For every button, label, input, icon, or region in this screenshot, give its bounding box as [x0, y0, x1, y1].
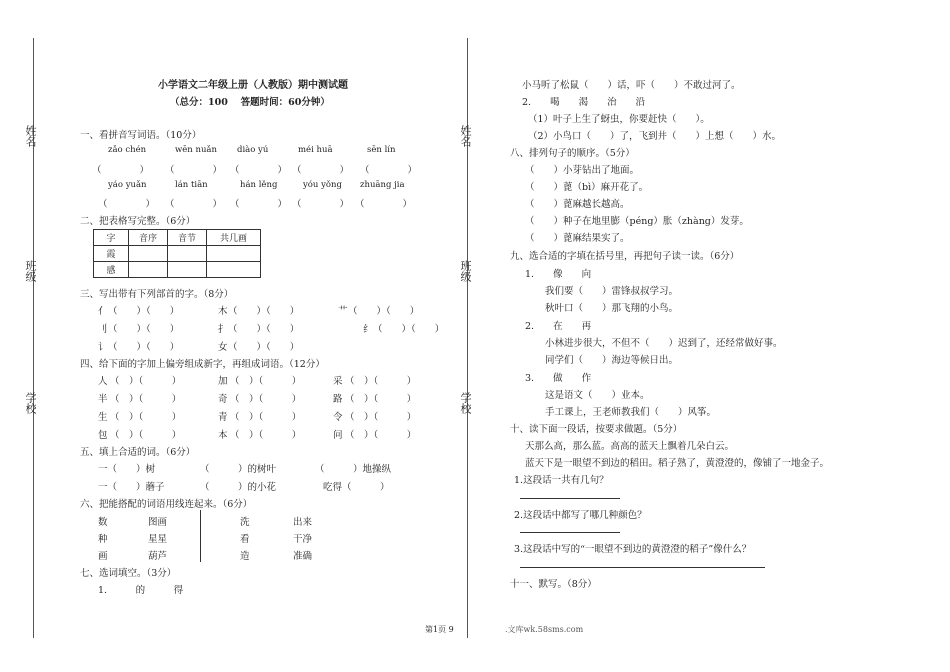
pinyin: hán lěng: [240, 180, 278, 190]
match-word[interactable]: 星星: [148, 534, 168, 545]
q2-heading: 二、把表格写完整。（6分）: [80, 216, 196, 227]
q8-heading: 八、排列句子的顺序。（5分）: [510, 148, 635, 159]
answer-blank[interactable]: （ ）: [230, 165, 288, 176]
answer-blank[interactable]: （ ）（ ）: [110, 430, 182, 441]
match-word[interactable]: 看: [240, 534, 250, 545]
pinyin: yóu yǒng: [303, 180, 342, 190]
answer-blank[interactable]: （ ）（ ）: [228, 324, 300, 335]
answer-blank[interactable]: （ ）（ ）: [345, 430, 417, 441]
page-number: 第1页 9: [425, 625, 454, 634]
pinyin: sēn lín: [367, 145, 396, 155]
match-word[interactable]: 洗: [240, 517, 250, 528]
answer-blank[interactable]: （ ）（ ）: [230, 430, 302, 441]
match-word[interactable]: 出来: [293, 517, 313, 528]
order-item[interactable]: （ ）蓖麻越长越高。: [525, 199, 630, 210]
q9-sentence[interactable]: 小林进步很大，不但不（ ）迟到了，还经常做好事。: [545, 338, 783, 349]
class-label-2: 班级: [459, 260, 472, 282]
q10-heading: 十、读下面一段话，按要求做题。（5分）: [510, 424, 683, 435]
order-item[interactable]: （ ）蓖麻结果实了。: [525, 233, 630, 244]
answer-blank[interactable]: （ ）: [230, 199, 288, 210]
q10-question-3: 3.这段话中写的“一眼望不到边的黄澄澄的稻子”像什么？: [514, 544, 752, 555]
q9-sentence[interactable]: 秋叶口（ ）那飞翔的小鸟。: [545, 303, 679, 314]
match-word[interactable]: 葫芦: [148, 551, 168, 562]
pinyin: diào yú: [237, 145, 269, 155]
fill-item[interactable]: 一（ ）树: [98, 464, 156, 475]
match-word[interactable]: 造: [240, 551, 250, 562]
table-cell[interactable]: [207, 262, 261, 278]
reading-passage: 蓝天下是一眼望不到边的稻田。稻子熟了，黄澄澄的，像铺了一地金子。: [525, 458, 830, 469]
table-cell[interactable]: [129, 246, 168, 262]
q7-sentence-2[interactable]: （1）叶子上生了蚜虫，你要赶快（ ）。: [528, 114, 710, 125]
q9-sentence[interactable]: 同学们（ ）海边等候日出。: [545, 355, 679, 366]
match-word[interactable]: 画: [98, 551, 108, 562]
radical: 艹: [338, 306, 348, 317]
q9-sentence[interactable]: 我们要（ ）雷锋叔叔学习。: [545, 286, 679, 297]
q5-heading: 五、填上合适的词。（6分）: [80, 447, 196, 458]
answer-blank[interactable]: （ ）（ ）: [110, 412, 182, 423]
q10-question-1: 1.这段话一共有几句？: [514, 475, 609, 486]
q1-heading: 一、看拼音写词语。（10分）: [80, 130, 202, 141]
page-title: 小学语文二年级上册（人教版）期中测试题: [158, 80, 348, 91]
answer-blank[interactable]: （ ）（ ）: [228, 306, 300, 317]
fill-item[interactable]: 吃得（ ）: [323, 482, 390, 493]
q7-sentence-3[interactable]: （2）小鸟口（ ）了，飞到井（ ）上想（ ）水。: [528, 131, 782, 142]
pinyin: lán tiān: [175, 180, 208, 190]
answer-blank[interactable]: （ ）（ ）: [230, 394, 302, 405]
answer-blank[interactable]: （ ）: [165, 165, 223, 176]
match-word[interactable]: 准确: [293, 551, 313, 562]
base-char: 路: [333, 394, 343, 405]
base-char: 本: [218, 430, 228, 441]
base-char: 问: [333, 430, 343, 441]
q10-question-2: 2.这段话中都写了哪几种颜色？: [514, 510, 647, 521]
q9-group-2: 2. 在 再: [525, 321, 592, 332]
radical: 讠: [98, 342, 108, 353]
class-label: 班级: [24, 260, 37, 282]
order-item[interactable]: （ ）种子在地里膨（péng）胀（zhàng）发芽。: [525, 216, 749, 227]
order-item[interactable]: （ ）小芽钻出了地面。: [525, 165, 640, 176]
answer-blank[interactable]: （ ）（ ）: [230, 412, 302, 423]
fill-item[interactable]: 一（ ）蘑子: [98, 482, 165, 493]
match-divider: [200, 510, 201, 562]
radical: 扌: [218, 324, 228, 335]
answer-blank[interactable]: （ ）: [292, 199, 350, 210]
answer-blank[interactable]: （ ）（ ）: [230, 376, 302, 387]
table-cell: 感: [94, 262, 129, 278]
radical: 女: [218, 342, 228, 353]
name-label-2: 姓名: [459, 125, 472, 147]
radical: 亻: [98, 306, 108, 317]
pinyin: méi huā: [298, 145, 333, 155]
character-table: [93, 229, 261, 278]
answer-blank[interactable]: （ ）（ ）: [345, 394, 417, 405]
fill-item[interactable]: （ ）的树叶: [200, 464, 277, 475]
match-word[interactable]: 干净: [293, 534, 313, 545]
watermark: .文库wk.58sms.com: [505, 625, 584, 634]
base-char: 半: [98, 394, 108, 405]
answer-line[interactable]: [520, 498, 620, 499]
q7-heading: 七、选词填空。（3分）: [80, 568, 177, 579]
answer-blank[interactable]: （ ）: [360, 165, 418, 176]
answer-line[interactable]: [520, 532, 620, 533]
answer-blank[interactable]: （ ）（ ）: [373, 324, 445, 335]
answer-blank[interactable]: （ ）（ ）: [345, 376, 417, 387]
q9-group-1: 1. 像 向: [525, 269, 592, 280]
match-word[interactable]: 图画: [148, 517, 168, 528]
base-char: 包: [98, 430, 108, 441]
table-header: 字: [94, 230, 129, 246]
answer-blank[interactable]: （ ）（ ）: [108, 306, 180, 317]
match-word[interactable]: 种: [98, 534, 108, 545]
answer-blank[interactable]: （ ）: [165, 199, 223, 210]
base-char: 奇: [218, 394, 228, 405]
table-header: 共几画: [207, 230, 261, 246]
answer-blank[interactable]: （ ）（ ）: [345, 412, 417, 423]
table-cell[interactable]: [168, 262, 207, 278]
match-word[interactable]: 数: [98, 517, 108, 528]
radical: 木: [218, 306, 228, 317]
answer-blank[interactable]: （ ）（ ）: [108, 342, 180, 353]
table-header: 音节: [168, 230, 207, 246]
radical: 刂: [98, 324, 108, 335]
fill-item[interactable]: （ ）的小花: [200, 482, 277, 493]
name-label: 姓名: [24, 125, 37, 147]
answer-blank[interactable]: （ ）（ ）: [110, 376, 182, 387]
answer-blank[interactable]: （ ）: [292, 165, 350, 176]
radical: 纟: [363, 324, 373, 335]
answer-blank[interactable]: （ ）: [92, 165, 150, 176]
order-item[interactable]: （ ）蓖（bì）麻开花了。: [525, 182, 649, 193]
pinyin: zhuāng jia: [360, 180, 405, 190]
answer-blank[interactable]: （ ）: [355, 199, 413, 210]
q7-sentence-1[interactable]: 小马听了松鼠（ ）话，吓（ ）不敢过河了。: [522, 80, 741, 91]
answer-line[interactable]: [520, 567, 765, 568]
page-subtitle: （总分：100 答题时间：60分钟）: [170, 97, 330, 108]
base-char: 人: [98, 376, 108, 387]
answer-blank[interactable]: （ ）（ ）: [108, 324, 180, 335]
base-char: 青: [218, 412, 228, 423]
q7-options: 1. 的 得: [98, 585, 184, 596]
table-cell[interactable]: [207, 246, 261, 262]
base-char: 加: [218, 376, 228, 387]
q6-heading: 六、把能搭配的词语用线连起来。（6分）: [80, 499, 253, 510]
pinyin: zǎo chén: [108, 145, 147, 155]
q7-options-2: 2. 喝 渴 治 沿: [522, 97, 646, 108]
table-cell[interactable]: [168, 246, 207, 262]
table-header: 音序: [129, 230, 168, 246]
table-cell: 霞: [94, 246, 129, 262]
pinyin: wēn nuǎn: [175, 145, 217, 155]
answer-blank[interactable]: （ ）（ ）: [110, 394, 182, 405]
table-cell[interactable]: [129, 262, 168, 278]
q11-heading: 十一、默写。（8分）: [510, 579, 597, 590]
q9-heading: 九、选合适的字填在括号里，再把句子读一读。（6分）: [510, 251, 740, 262]
q9-sentence[interactable]: 这是语文（ ）业本。: [545, 390, 650, 401]
pinyin: yáo yuǎn: [108, 180, 147, 190]
q9-sentence[interactable]: 手工课上，王老师教我们（ ）风筝。: [545, 407, 717, 418]
school-label-2: 学校: [459, 392, 472, 414]
base-char: 采: [333, 376, 343, 387]
base-char: 生: [98, 412, 108, 423]
school-label: 学校: [24, 392, 37, 414]
base-char: 令: [333, 412, 343, 423]
fill-item[interactable]: （ ）地操纵: [315, 464, 392, 475]
answer-blank[interactable]: （ ）: [98, 199, 156, 210]
q9-group-3: 3. 做 作: [525, 373, 592, 384]
reading-passage: 天那么高，那么蓝。高高的蓝天上飘着几朵白云。: [525, 441, 735, 452]
answer-blank[interactable]: （ ）（ ）: [228, 342, 300, 353]
q3-heading: 三、写出带有下列部首的字。（8分）: [80, 289, 234, 300]
q4-heading: 四、给下面的字加上偏旁组成新字，再组成词语。（12分）: [80, 359, 325, 370]
answer-blank[interactable]: （ ）（ ）: [348, 306, 420, 317]
